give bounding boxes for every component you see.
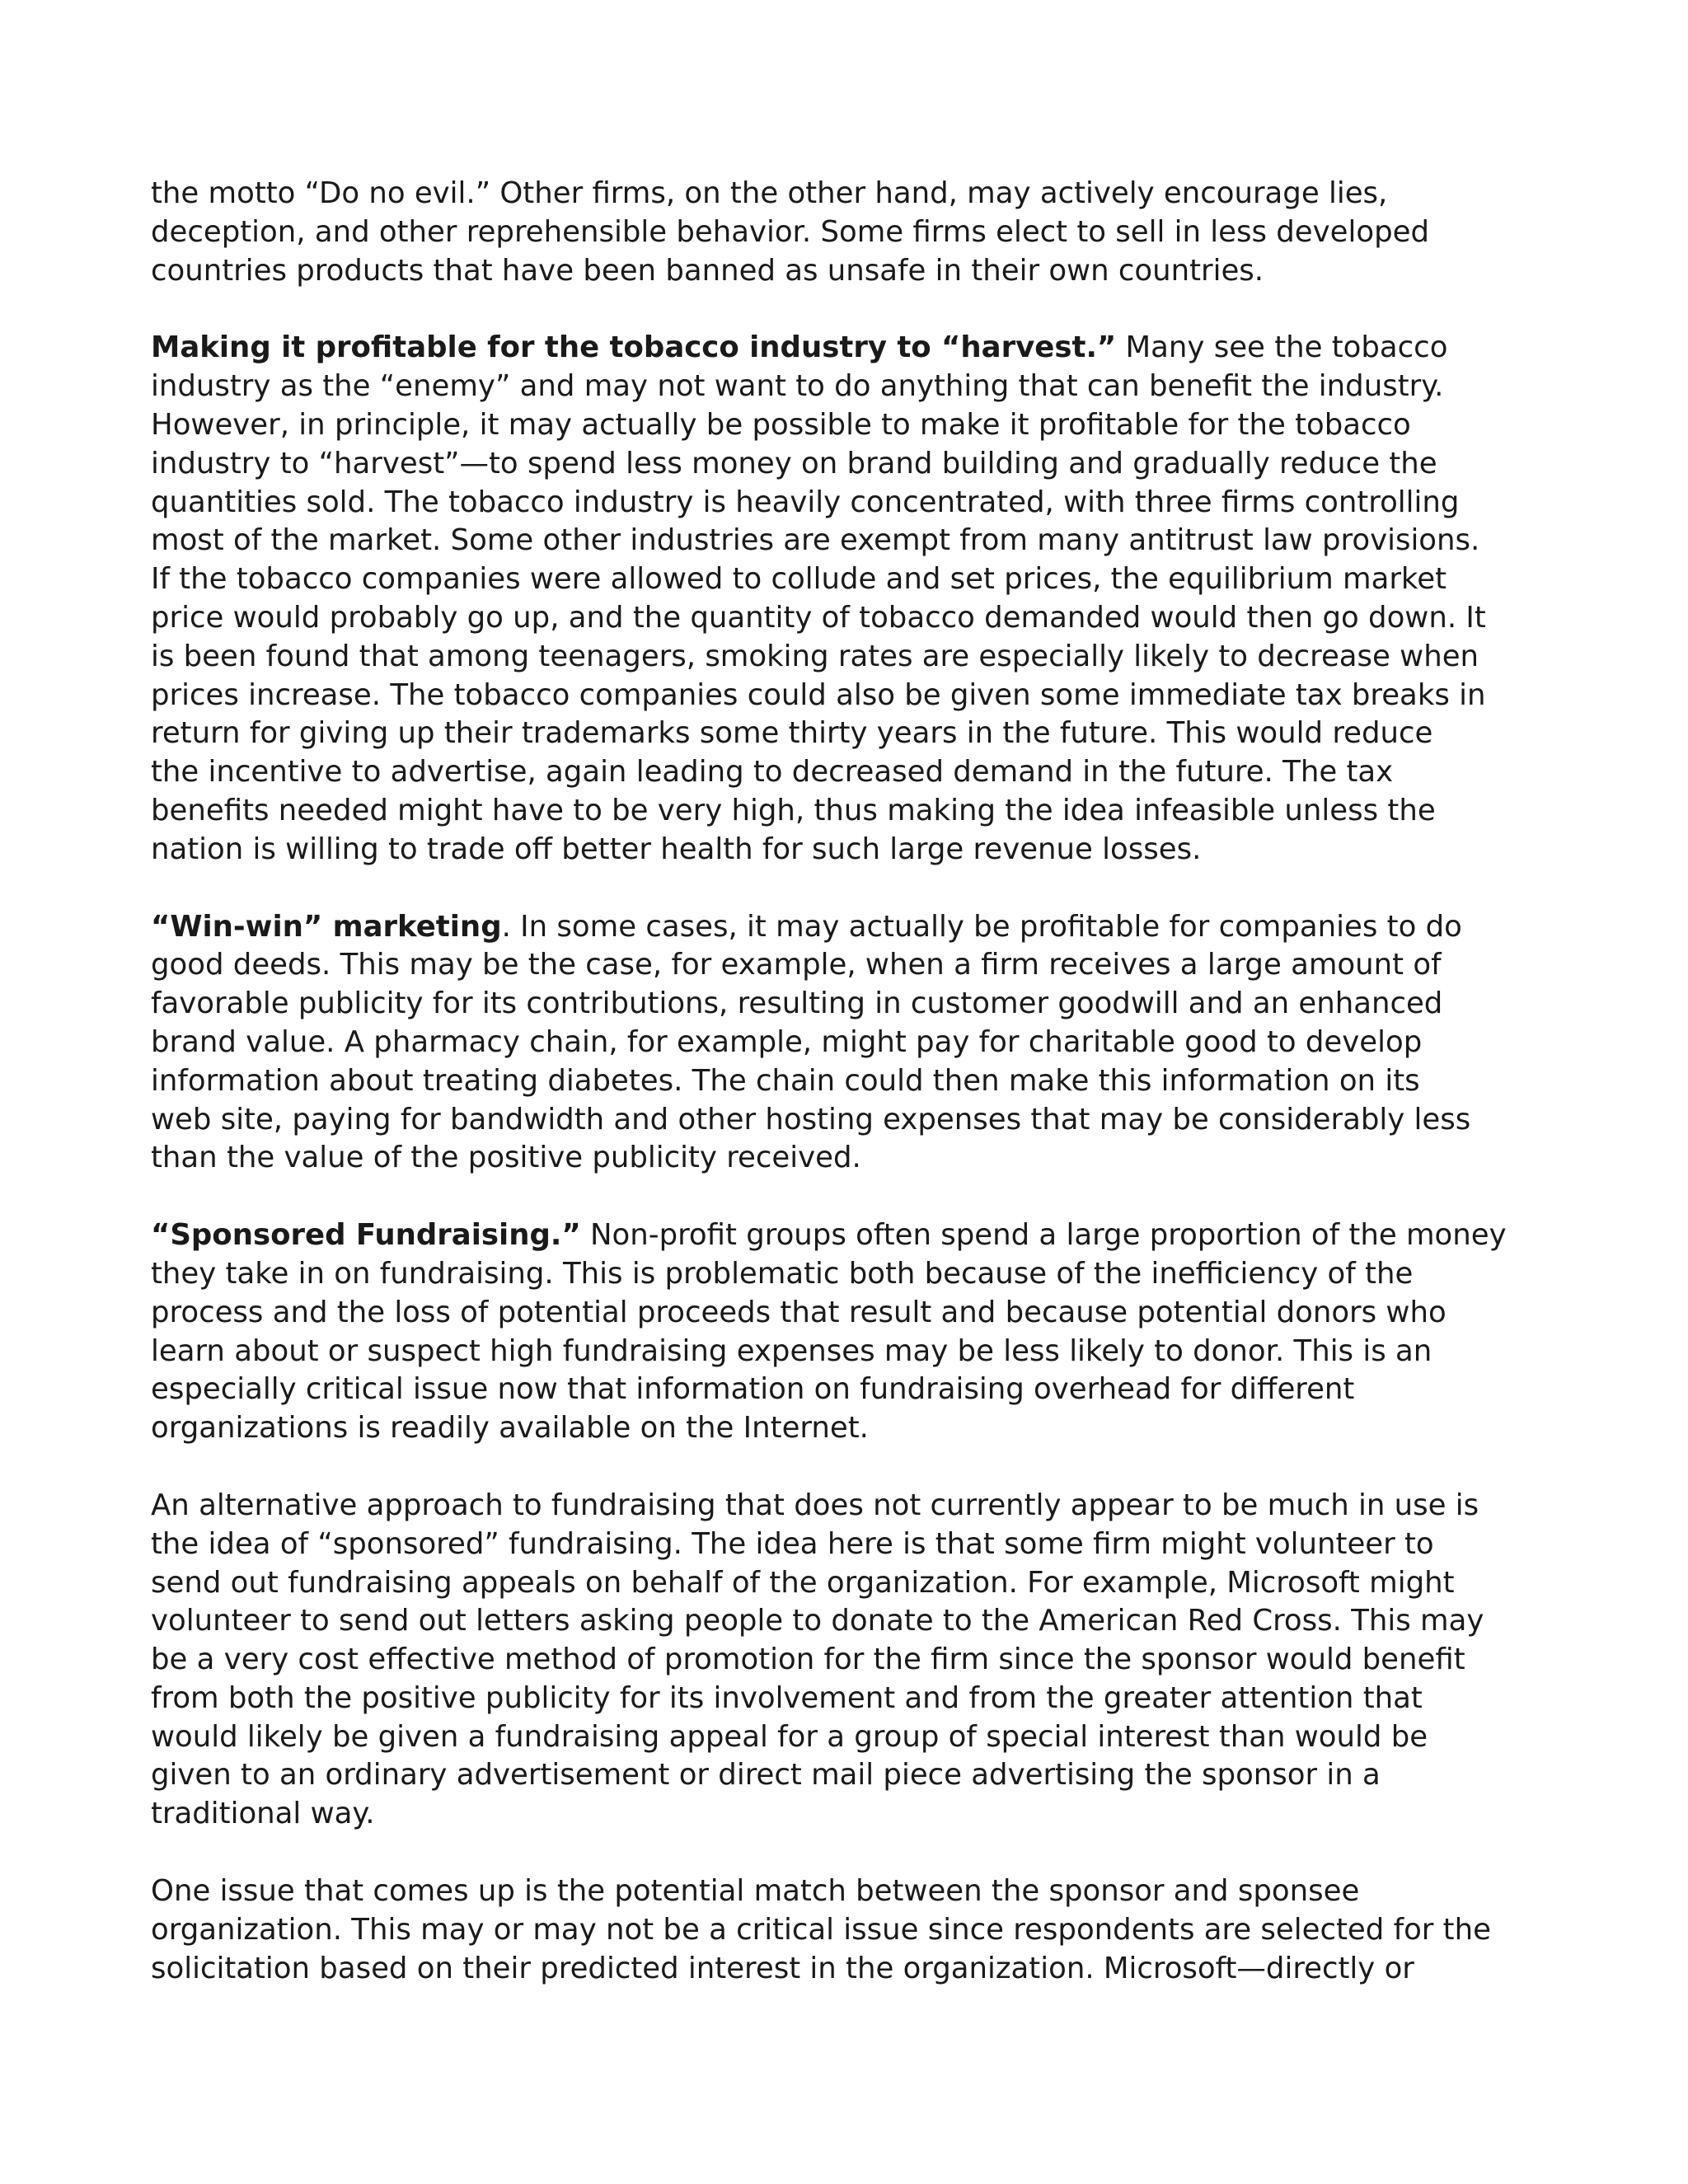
text-line: most of the market. Some other industries are exempt from many antitrust law provisions. [151,523,1480,558]
text-line: given to an ordinary advertisement or direct mail piece advertising the sponsor in a [151,1758,1381,1793]
text-run: . In some cases, it may actually be profitable for companies to do [501,909,1462,944]
paragraph-motto [151,175,1540,290]
text-line: organizations is readily available on the Internet. [151,1411,869,1446]
text-line: they take in on fundraising. This is problematic both because of the inefficiency of the [151,1256,1414,1291]
text-line: benefits needed might have to be very high, thus making the idea infeasible unless the [151,793,1436,827]
text-line: the idea of “sponsored” fundraising. The idea here is that some firm might volunteer to [151,1526,1434,1561]
paragraph-sponsor-match [151,1872,1540,1988]
paragraph-alternative-approach [151,1487,1540,1834]
text-line: One issue that comes up is the potential match between the sponsor and sponsee [151,1874,1360,1909]
text-line: industry to “harvest”—to spend less money on brand building and gradually reduce the [151,446,1437,480]
text-line: from both the positive publicity for its involvement and from the greater attention that [151,1680,1423,1715]
section-heading-tobacco: Making it profitable for the tobacco industry to “harvest.” [151,330,1117,365]
paragraph-sponsored-fundraising [151,1216,1540,1448]
text-line [151,329,1540,368]
text-line: nation is willing to trade off better health for such large revenue losses. [151,832,1202,866]
text-line: brand value. A pharmacy chain, for example, might pay for charitable good to develop [151,1024,1423,1059]
text-line: good deeds. This may be the case, for example, when a firm receives a large amount of [151,948,1442,982]
text-line: be a very cost effective method of promotion for the firm since the sponsor would benefit [151,1643,1465,1677]
text-line: the motto “Do no evil.” Other firms, on the other hand, may actively encourage lies, [151,176,1388,210]
text-line: volunteer to send out letters asking people to donate to the American Red Cross. This may [151,1604,1484,1638]
text-line: send out fundraising appeals on behalf of the organization. For example, Microsoft might [151,1565,1455,1600]
section-heading-win-win: “Win-win” marketing [151,909,502,944]
text-line: than the value of the positive publicity received. [151,1141,861,1175]
text-run: Many see the tobacco [1116,330,1448,365]
text-line: industry as the “enemy” and may not want to do anything that can benefit the industry. [151,369,1444,404]
text-line [151,1216,1540,1255]
text-line: the incentive to advertise, again leading to decreased demand in the future. The tax [151,755,1394,790]
text-line: traditional way. [151,1797,375,1831]
text-line: process and the loss of potential proceeds that result and because potential donors who [151,1295,1447,1329]
text-line: prices increase. The tobacco companies could also be given some immediate tax breaks in [151,677,1486,712]
text-run: Non-profit groups often spend a large proportion of the money [580,1218,1507,1253]
section-heading-sponsored-fundraising: “Sponsored Fundraising.” [151,1218,581,1253]
text-line: information about treating diabetes. The chain could then make this information on its [151,1063,1420,1098]
text-line: quantities sold. The tobacco industry is heavily concentrated, with three firms controlling [151,485,1460,519]
text-line: web site, paying for bandwidth and other hosting expenses that may be considerably less [151,1102,1471,1137]
text-line: return for giving up their trademarks some thirty years in the future. This would reduce [151,716,1433,751]
text-line: solicitation based on their predicted interest in the organization. Microsoft—directly or [151,1951,1414,1985]
text-line: If the tobacco companies were allowed to collude and set prices, the equilibrium market [151,562,1447,597]
paragraph-tobacco-harvest [151,329,1540,869]
document-page [151,175,1540,2027]
text-line: favorable publicity for its contributions, resulting in customer goodwill and an enhanced [151,987,1443,1021]
text-line: An alternative approach to fundraising that does not currently appear to be much in use is [151,1488,1479,1522]
text-line: is been found that among teenagers, smoking rates are especially likely to decrease when [151,639,1479,673]
text-line: countries products that have been banned as unsafe in their own countries. [151,253,1264,288]
text-line: learn about or suspect high fundraising expenses may be less likely to donor. This is an [151,1333,1432,1368]
text-line: would likely be given a fundraising appeal for a group of special interest than would be [151,1719,1428,1754]
text-line [151,908,1540,947]
text-line: However, in principle, it may actually be possible to make it profitable for the tobacco [151,407,1411,442]
text-line: deception, and other reprehensible behavior. Some firms elect to sell in less developed [151,214,1429,249]
paragraph-win-win [151,908,1540,1179]
text-line: organization. This may or may not be a critical issue since respondents are selected for the [151,1912,1491,1947]
text-line: especially critical issue now that information on fundraising overhead for different [151,1372,1355,1407]
text-line: price would probably go up, and the quantity of tobacco demanded would then go down. It [151,600,1486,635]
